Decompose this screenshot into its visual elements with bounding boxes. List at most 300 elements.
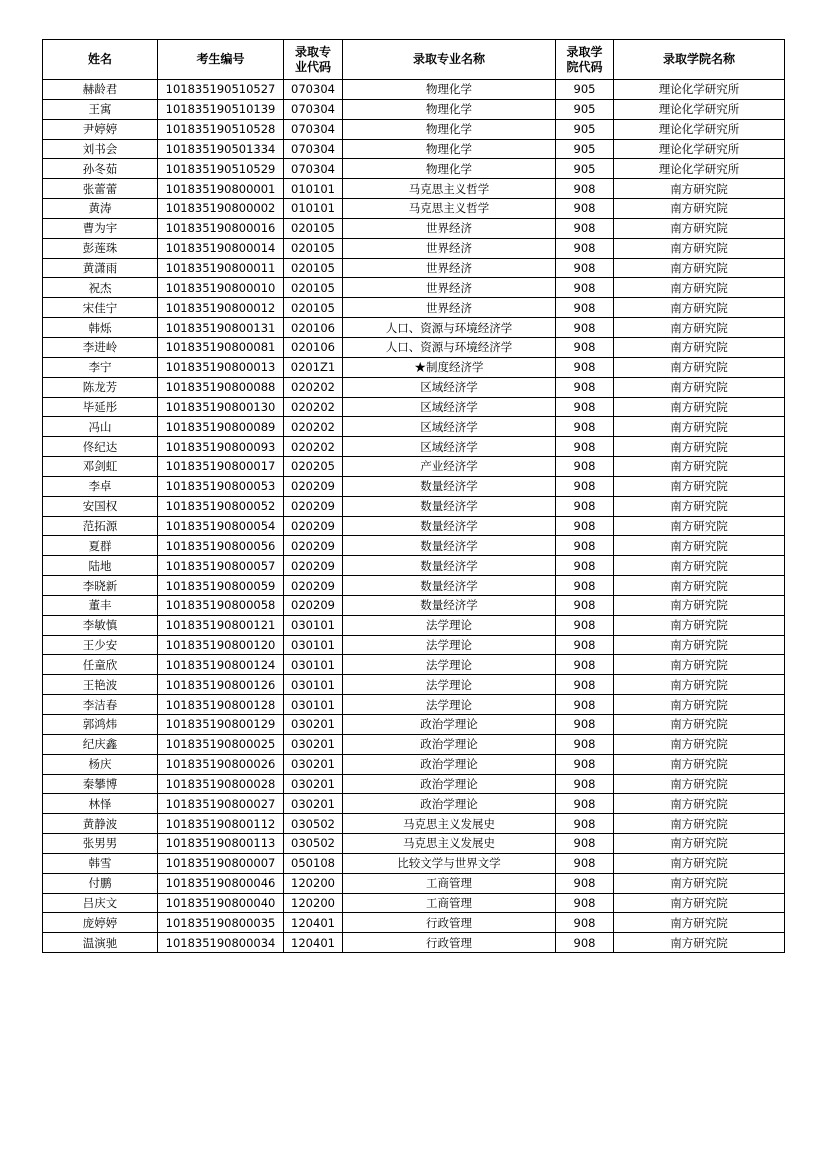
- table-row: [43, 635, 785, 655]
- header-school-code: 录取学院代码: [556, 40, 614, 80]
- cell-major-name: 法学理论: [343, 635, 556, 655]
- cell-major-code: 020209: [284, 496, 343, 516]
- cell-school-name: 理论化学研究所: [614, 119, 785, 139]
- cell-exam-id: 101835190800121: [158, 615, 284, 635]
- cell-name: 毕延彤: [43, 397, 158, 417]
- cell-name: 董丰: [43, 595, 158, 615]
- cell-major-name: 物理化学: [343, 80, 556, 100]
- cell-school-name: 南方研究院: [614, 318, 785, 338]
- cell-school-name: 南方研究院: [614, 933, 785, 953]
- cell-school-name: 南方研究院: [614, 218, 785, 238]
- cell-major-name: 马克思主义发展史: [343, 814, 556, 834]
- cell-school-code: 905: [556, 99, 614, 119]
- cell-school-name: 南方研究院: [614, 913, 785, 933]
- cell-major-code: 020105: [284, 258, 343, 278]
- cell-name: 孙冬茹: [43, 159, 158, 179]
- cell-school-code: 908: [556, 695, 614, 715]
- cell-major-code: 120200: [284, 893, 343, 913]
- cell-school-name: 南方研究院: [614, 536, 785, 556]
- cell-school-code: 908: [556, 199, 614, 219]
- cell-name: 夏群: [43, 536, 158, 556]
- cell-name: 李进岭: [43, 337, 158, 357]
- cell-major-name: 政治学理论: [343, 734, 556, 754]
- cell-name: 张蕾蕾: [43, 179, 158, 199]
- header-row: [43, 40, 785, 80]
- table-row: [43, 457, 785, 477]
- cell-school-code: 908: [556, 437, 614, 457]
- cell-school-name: 南方研究院: [614, 715, 785, 735]
- cell-major-code: 030502: [284, 834, 343, 854]
- cell-exam-id: 101835190800017: [158, 457, 284, 477]
- cell-school-code: 908: [556, 615, 614, 635]
- cell-name: 邓剑虹: [43, 457, 158, 477]
- cell-school-code: 908: [556, 536, 614, 556]
- cell-exam-id: 101835190800014: [158, 238, 284, 258]
- table-row: [43, 377, 785, 397]
- cell-major-code: 020209: [284, 556, 343, 576]
- cell-school-code: 908: [556, 238, 614, 258]
- cell-school-name: 南方研究院: [614, 675, 785, 695]
- cell-major-name: 行政管理: [343, 913, 556, 933]
- cell-major-code: 020205: [284, 457, 343, 477]
- cell-major-name: 工商管理: [343, 893, 556, 913]
- cell-major-name: 数量经济学: [343, 496, 556, 516]
- cell-name: 温演驰: [43, 933, 158, 953]
- cell-school-code: 908: [556, 357, 614, 377]
- cell-school-code: 908: [556, 377, 614, 397]
- cell-school-name: 南方研究院: [614, 337, 785, 357]
- cell-major-name: 世界经济: [343, 278, 556, 298]
- cell-major-code: 020105: [284, 298, 343, 318]
- table-row: [43, 397, 785, 417]
- cell-school-name: 南方研究院: [614, 417, 785, 437]
- cell-name: 郭鸿炜: [43, 715, 158, 735]
- cell-name: 曹为宇: [43, 218, 158, 238]
- cell-name: 吕庆文: [43, 893, 158, 913]
- cell-exam-id: 101835190800034: [158, 933, 284, 953]
- cell-major-code: 020209: [284, 536, 343, 556]
- cell-school-code: 908: [556, 655, 614, 675]
- header-school-name: 录取学院名称: [614, 40, 785, 80]
- table-row: [43, 834, 785, 854]
- cell-name: 尹婷婷: [43, 119, 158, 139]
- cell-major-code: 030101: [284, 655, 343, 675]
- cell-major-code: 020106: [284, 337, 343, 357]
- table-body: [43, 80, 785, 953]
- cell-name: 纪庆鑫: [43, 734, 158, 754]
- cell-school-name: 南方研究院: [614, 873, 785, 893]
- cell-name: 范拓源: [43, 516, 158, 536]
- cell-school-name: 南方研究院: [614, 457, 785, 477]
- table-row: [43, 159, 785, 179]
- cell-school-name: 南方研究院: [614, 258, 785, 278]
- table-row: [43, 893, 785, 913]
- cell-major-name: 比较文学与世界文学: [343, 853, 556, 873]
- cell-school-code: 908: [556, 734, 614, 754]
- cell-name: 张男男: [43, 834, 158, 854]
- cell-exam-id: 101835190800007: [158, 853, 284, 873]
- cell-name: 李宁: [43, 357, 158, 377]
- cell-school-name: 理论化学研究所: [614, 139, 785, 159]
- cell-school-code: 908: [556, 913, 614, 933]
- cell-major-name: 数量经济学: [343, 595, 556, 615]
- cell-exam-id: 101835190800053: [158, 476, 284, 496]
- cell-major-code: 020209: [284, 516, 343, 536]
- table-row: [43, 913, 785, 933]
- cell-major-name: 人口、资源与环境经济学: [343, 318, 556, 338]
- cell-name: 黄潇雨: [43, 258, 158, 278]
- cell-school-name: 南方研究院: [614, 397, 785, 417]
- cell-major-code: 020209: [284, 576, 343, 596]
- cell-major-code: 050108: [284, 853, 343, 873]
- table-row: [43, 675, 785, 695]
- cell-exam-id: 101835190800001: [158, 179, 284, 199]
- cell-exam-id: 101835190800013: [158, 357, 284, 377]
- cell-exam-id: 101835190800058: [158, 595, 284, 615]
- cell-exam-id: 101835190510527: [158, 80, 284, 100]
- table-row: [43, 754, 785, 774]
- table-row: [43, 337, 785, 357]
- cell-school-name: 南方研究院: [614, 615, 785, 635]
- cell-school-name: 南方研究院: [614, 655, 785, 675]
- cell-school-name: 南方研究院: [614, 774, 785, 794]
- cell-exam-id: 101835190800046: [158, 873, 284, 893]
- cell-school-name: 理论化学研究所: [614, 80, 785, 100]
- table-row: [43, 119, 785, 139]
- cell-major-code: 010101: [284, 179, 343, 199]
- cell-school-code: 908: [556, 576, 614, 596]
- cell-major-name: 数量经济学: [343, 536, 556, 556]
- cell-school-code: 908: [556, 794, 614, 814]
- cell-major-name: 法学理论: [343, 695, 556, 715]
- cell-name: 秦攀博: [43, 774, 158, 794]
- table-row: [43, 655, 785, 675]
- admission-table: [42, 39, 785, 953]
- cell-exam-id: 101835190800129: [158, 715, 284, 735]
- cell-school-name: 南方研究院: [614, 635, 785, 655]
- cell-major-name: 工商管理: [343, 873, 556, 893]
- cell-exam-id: 101835190800012: [158, 298, 284, 318]
- cell-school-code: 908: [556, 814, 614, 834]
- table-row: [43, 417, 785, 437]
- cell-major-code: 030502: [284, 814, 343, 834]
- table-header: [43, 40, 785, 80]
- cell-school-code: 905: [556, 139, 614, 159]
- table-row: [43, 794, 785, 814]
- cell-school-name: 南方研究院: [614, 695, 785, 715]
- header-major-name: 录取专业名称: [343, 40, 556, 80]
- cell-major-code: 030101: [284, 675, 343, 695]
- cell-school-name: 南方研究院: [614, 238, 785, 258]
- cell-name: 韩烁: [43, 318, 158, 338]
- cell-major-name: 政治学理论: [343, 715, 556, 735]
- cell-exam-id: 101835190800027: [158, 794, 284, 814]
- cell-exam-id: 101835190800025: [158, 734, 284, 754]
- cell-name: 任童欣: [43, 655, 158, 675]
- cell-school-name: 南方研究院: [614, 853, 785, 873]
- cell-school-code: 905: [556, 159, 614, 179]
- cell-major-name: 政治学理论: [343, 754, 556, 774]
- cell-name: 黄涛: [43, 199, 158, 219]
- cell-name: 宋佳宁: [43, 298, 158, 318]
- cell-school-name: 南方研究院: [614, 814, 785, 834]
- cell-major-code: 030101: [284, 615, 343, 635]
- cell-major-name: 马克思主义哲学: [343, 199, 556, 219]
- cell-exam-id: 101835190800010: [158, 278, 284, 298]
- table-row: [43, 318, 785, 338]
- cell-school-code: 908: [556, 278, 614, 298]
- cell-exam-id: 101835190800054: [158, 516, 284, 536]
- cell-major-name: 世界经济: [343, 238, 556, 258]
- table-row: [43, 476, 785, 496]
- cell-school-name: 南方研究院: [614, 437, 785, 457]
- cell-major-name: 物理化学: [343, 119, 556, 139]
- cell-school-code: 908: [556, 476, 614, 496]
- cell-major-name: 区域经济学: [343, 417, 556, 437]
- cell-school-name: 南方研究院: [614, 298, 785, 318]
- cell-school-name: 南方研究院: [614, 754, 785, 774]
- table-row: [43, 258, 785, 278]
- cell-school-name: 南方研究院: [614, 834, 785, 854]
- cell-school-code: 908: [556, 893, 614, 913]
- table-row: [43, 278, 785, 298]
- header-exam-id: 考生编号: [158, 40, 284, 80]
- cell-major-code: 020202: [284, 437, 343, 457]
- cell-school-code: 908: [556, 556, 614, 576]
- cell-name: 李晓新: [43, 576, 158, 596]
- cell-name: 祝杰: [43, 278, 158, 298]
- cell-school-code: 908: [556, 417, 614, 437]
- cell-major-code: 070304: [284, 139, 343, 159]
- cell-major-code: 020106: [284, 318, 343, 338]
- cell-school-name: 南方研究院: [614, 734, 785, 754]
- cell-major-code: 030201: [284, 715, 343, 735]
- cell-name: 安国权: [43, 496, 158, 516]
- cell-major-name: 法学理论: [343, 675, 556, 695]
- cell-exam-id: 101835190800126: [158, 675, 284, 695]
- cell-school-code: 908: [556, 179, 614, 199]
- table-row: [43, 556, 785, 576]
- cell-school-name: 南方研究院: [614, 556, 785, 576]
- table-row: [43, 199, 785, 219]
- cell-school-code: 908: [556, 516, 614, 536]
- cell-exam-id: 101835190800130: [158, 397, 284, 417]
- table-row: [43, 238, 785, 258]
- cell-exam-id: 101835190800131: [158, 318, 284, 338]
- cell-exam-id: 101835190800124: [158, 655, 284, 675]
- cell-exam-id: 101835190800056: [158, 536, 284, 556]
- cell-exam-id: 101835190800093: [158, 437, 284, 457]
- cell-school-name: 南方研究院: [614, 357, 785, 377]
- cell-exam-id: 101835190800112: [158, 814, 284, 834]
- cell-major-code: 030201: [284, 774, 343, 794]
- cell-exam-id: 101835190800113: [158, 834, 284, 854]
- table-row: [43, 218, 785, 238]
- cell-name: 佟纪达: [43, 437, 158, 457]
- cell-exam-id: 101835190800011: [158, 258, 284, 278]
- cell-school-code: 908: [556, 754, 614, 774]
- cell-major-name: 数量经济学: [343, 576, 556, 596]
- cell-name: 冯山: [43, 417, 158, 437]
- cell-major-code: 020209: [284, 476, 343, 496]
- cell-name: 李卓: [43, 476, 158, 496]
- cell-exam-id: 101835190800088: [158, 377, 284, 397]
- cell-school-code: 908: [556, 873, 614, 893]
- cell-major-name: 区域经济学: [343, 377, 556, 397]
- cell-name: 杨庆: [43, 754, 158, 774]
- table-row: [43, 734, 785, 754]
- cell-school-name: 理论化学研究所: [614, 159, 785, 179]
- cell-major-name: 物理化学: [343, 99, 556, 119]
- cell-major-name: 行政管理: [343, 933, 556, 953]
- table-row: [43, 298, 785, 318]
- table-row: [43, 595, 785, 615]
- cell-school-code: 908: [556, 715, 614, 735]
- cell-major-name: 人口、资源与环境经济学: [343, 337, 556, 357]
- cell-major-name: 法学理论: [343, 655, 556, 675]
- cell-school-code: 908: [556, 337, 614, 357]
- cell-major-code: 030101: [284, 695, 343, 715]
- cell-major-code: 070304: [284, 119, 343, 139]
- table-row: [43, 576, 785, 596]
- cell-major-name: 政治学理论: [343, 774, 556, 794]
- cell-school-code: 908: [556, 675, 614, 695]
- cell-major-code: 030201: [284, 794, 343, 814]
- cell-name: 彭莲珠: [43, 238, 158, 258]
- table-row: [43, 933, 785, 953]
- table-row: [43, 873, 785, 893]
- cell-major-code: 020202: [284, 397, 343, 417]
- cell-exam-id: 101835190800016: [158, 218, 284, 238]
- cell-school-name: 南方研究院: [614, 576, 785, 596]
- cell-major-name: 数量经济学: [343, 516, 556, 536]
- cell-school-code: 908: [556, 457, 614, 477]
- table-row: [43, 139, 785, 159]
- cell-school-name: 南方研究院: [614, 476, 785, 496]
- table-row: [43, 437, 785, 457]
- cell-exam-id: 101835190510139: [158, 99, 284, 119]
- table-row: [43, 814, 785, 834]
- table-row: [43, 357, 785, 377]
- cell-exam-id: 101835190800120: [158, 635, 284, 655]
- cell-exam-id: 101835190800081: [158, 337, 284, 357]
- cell-name: 王寓: [43, 99, 158, 119]
- cell-school-code: 908: [556, 834, 614, 854]
- cell-name: 赫龄君: [43, 80, 158, 100]
- cell-major-code: 070304: [284, 99, 343, 119]
- table-row: [43, 695, 785, 715]
- cell-major-code: 0201Z1: [284, 357, 343, 377]
- cell-major-name: 马克思主义发展史: [343, 834, 556, 854]
- cell-major-name: 法学理论: [343, 615, 556, 635]
- cell-school-code: 905: [556, 119, 614, 139]
- cell-school-code: 908: [556, 635, 614, 655]
- cell-school-code: 908: [556, 318, 614, 338]
- cell-major-name: 数量经济学: [343, 556, 556, 576]
- cell-school-code: 905: [556, 80, 614, 100]
- cell-exam-id: 101835190510529: [158, 159, 284, 179]
- table-row: [43, 99, 785, 119]
- cell-exam-id: 101835190800026: [158, 754, 284, 774]
- cell-exam-id: 101835190800028: [158, 774, 284, 794]
- cell-name: 王少安: [43, 635, 158, 655]
- cell-major-code: 020209: [284, 595, 343, 615]
- cell-school-name: 南方研究院: [614, 516, 785, 536]
- cell-name: 黄静波: [43, 814, 158, 834]
- cell-major-code: 070304: [284, 159, 343, 179]
- table-row: [43, 853, 785, 873]
- cell-school-code: 908: [556, 496, 614, 516]
- cell-name: 陆地: [43, 556, 158, 576]
- cell-exam-id: 101835190800052: [158, 496, 284, 516]
- cell-name: 李洁春: [43, 695, 158, 715]
- table-row: [43, 715, 785, 735]
- cell-major-code: 030201: [284, 734, 343, 754]
- cell-major-code: 020105: [284, 218, 343, 238]
- cell-school-code: 908: [556, 298, 614, 318]
- cell-name: 李敏慎: [43, 615, 158, 635]
- table-row: [43, 774, 785, 794]
- cell-major-name: 世界经济: [343, 298, 556, 318]
- cell-major-code: 120200: [284, 873, 343, 893]
- cell-school-code: 908: [556, 853, 614, 873]
- cell-school-name: 南方研究院: [614, 199, 785, 219]
- cell-school-code: 908: [556, 933, 614, 953]
- cell-major-code: 020105: [284, 278, 343, 298]
- table-row: [43, 496, 785, 516]
- cell-major-code: 030101: [284, 635, 343, 655]
- cell-exam-id: 101835190501334: [158, 139, 284, 159]
- cell-school-name: 南方研究院: [614, 595, 785, 615]
- cell-major-code: 030201: [284, 754, 343, 774]
- cell-name: 庞婷婷: [43, 913, 158, 933]
- cell-exam-id: 101835190800128: [158, 695, 284, 715]
- cell-school-code: 908: [556, 595, 614, 615]
- cell-name: 王艳波: [43, 675, 158, 695]
- cell-major-code: 120401: [284, 913, 343, 933]
- cell-school-name: 南方研究院: [614, 377, 785, 397]
- cell-major-name: 物理化学: [343, 159, 556, 179]
- header-major-code: 录取专业代码: [284, 40, 343, 80]
- cell-school-name: 南方研究院: [614, 893, 785, 913]
- cell-major-name: 区域经济学: [343, 437, 556, 457]
- table-row: [43, 615, 785, 635]
- table-row: [43, 179, 785, 199]
- cell-exam-id: 101835190800059: [158, 576, 284, 596]
- cell-name: 林怿: [43, 794, 158, 814]
- cell-major-name: 马克思主义哲学: [343, 179, 556, 199]
- cell-major-name: 数量经济学: [343, 476, 556, 496]
- cell-exam-id: 101835190800089: [158, 417, 284, 437]
- cell-major-code: 020202: [284, 377, 343, 397]
- cell-exam-id: 101835190510528: [158, 119, 284, 139]
- cell-school-name: 南方研究院: [614, 278, 785, 298]
- cell-major-code: 020105: [284, 238, 343, 258]
- cell-exam-id: 101835190800035: [158, 913, 284, 933]
- header-name: 姓名: [43, 40, 158, 80]
- cell-major-name: 区域经济学: [343, 397, 556, 417]
- cell-school-code: 908: [556, 218, 614, 238]
- cell-major-name: 物理化学: [343, 139, 556, 159]
- cell-major-name: ★制度经济学: [343, 357, 556, 377]
- cell-major-code: 020202: [284, 417, 343, 437]
- cell-major-name: 政治学理论: [343, 794, 556, 814]
- cell-major-code: 010101: [284, 199, 343, 219]
- cell-school-code: 908: [556, 774, 614, 794]
- cell-name: 付鹏: [43, 873, 158, 893]
- cell-name: 陈龙芳: [43, 377, 158, 397]
- cell-school-code: 908: [556, 258, 614, 278]
